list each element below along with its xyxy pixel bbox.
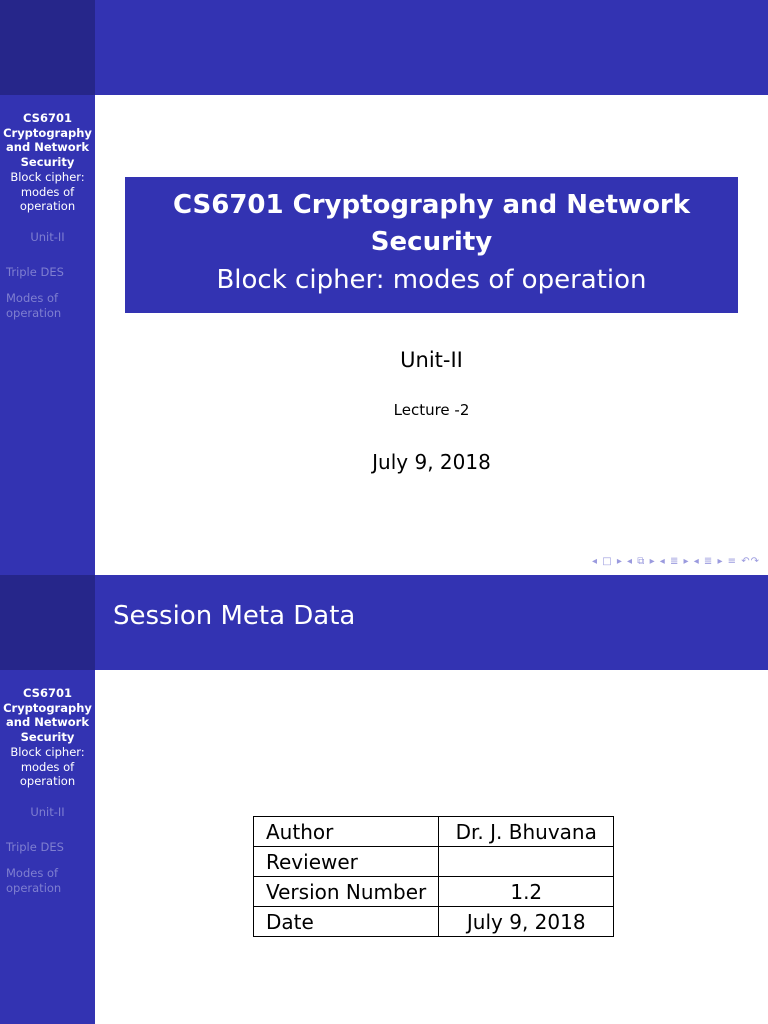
table-row [254, 817, 614, 847]
table-cell-label: Date [254, 907, 439, 937]
header-bar [0, 575, 768, 670]
header-bar [0, 0, 768, 95]
table-cell-value: Dr. J. Bhuvana [439, 817, 614, 847]
table-cell-value: July 9, 2018 [439, 907, 614, 937]
frame-title: Session Meta Data [113, 601, 356, 631]
table-cell-label: Version Number [254, 877, 439, 907]
sidebar-section-unit[interactable]: Unit-II [30, 804, 65, 819]
table-cell-value: 1.2 [439, 877, 614, 907]
presentation-subtitle: Block cipher: modes of operation [216, 265, 647, 295]
sidebar-subtitle[interactable] [0, 745, 95, 789]
sidebar-title-line: and Network [6, 715, 89, 730]
sidebar-subtitle-line: modes of [20, 184, 75, 199]
sidebar-title-line: Security [20, 155, 75, 170]
unit-label: Unit-II [400, 348, 463, 372]
table-row [254, 907, 614, 937]
lecture-label: Lecture -2 [393, 401, 470, 419]
sidebar-title[interactable] [0, 111, 95, 170]
sidebar-subtitle-line: Block cipher: [10, 169, 85, 184]
title-line: Security [370, 227, 493, 257]
sidebar-title-line: Security [20, 730, 75, 745]
table-row [254, 877, 614, 907]
sidebar-title-line: Cryptography [3, 700, 92, 715]
date-label: July 9, 2018 [372, 450, 491, 474]
sidebar-subtitle-line: Block cipher: [10, 744, 85, 759]
table-cell-label: Author [254, 817, 439, 847]
sidebar-item-triple-des[interactable]: Triple DES [6, 264, 64, 279]
table-row [254, 847, 614, 877]
navigation-symbols[interactable]: ◂ □ ▸ ◂ ⧉ ▸ ◂ ≣ ▸ ◂ ≣ ▸ ≡ ↶↷ [592, 556, 760, 567]
header-corner [0, 575, 95, 670]
sidebar-title[interactable] [0, 686, 95, 745]
title-line: CS6701 Cryptography and Network [172, 190, 691, 220]
sidebar-title-line: Cryptography [3, 125, 92, 140]
sidebar-title-line: and Network [6, 140, 89, 155]
sidebar-item-modes-of-operation[interactable]: Modes of operation [6, 291, 62, 321]
sidebar [0, 670, 95, 1024]
sidebar-subtitle[interactable] [0, 170, 95, 214]
slide-session-meta-data [0, 575, 768, 1024]
table-cell-label: Reviewer [254, 847, 439, 877]
sidebar-title-line: CS6701 [23, 111, 72, 125]
sidebar-item-modes-of-operation[interactable]: Modes of operation [6, 866, 62, 896]
table-cell-value [439, 847, 614, 877]
sidebar-subtitle-line: operation [19, 199, 76, 214]
header-corner [0, 0, 95, 95]
presentation-title [125, 187, 738, 261]
sidebar-item-triple-des[interactable]: Triple DES [6, 839, 64, 854]
sidebar-title-line: CS6701 [23, 686, 72, 700]
sidebar-section-unit[interactable]: Unit-II [30, 229, 65, 244]
session-meta-table [253, 816, 614, 937]
sidebar-subtitle-line: modes of [20, 759, 75, 774]
title-box [125, 177, 738, 313]
sidebar [0, 95, 95, 575]
sidebar-subtitle-line: operation [19, 774, 76, 789]
